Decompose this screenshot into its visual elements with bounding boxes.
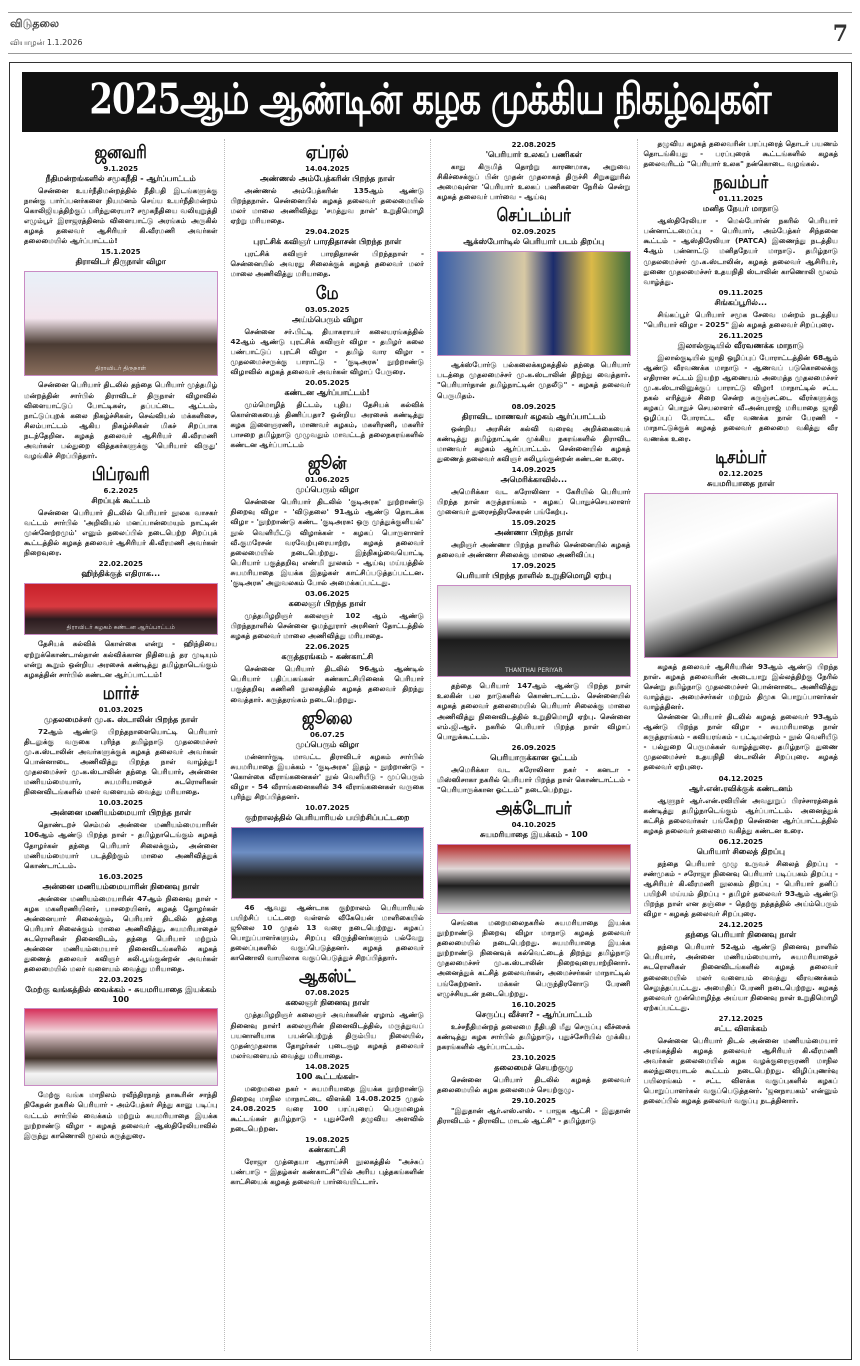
month-heading: மே (315, 281, 339, 304)
event-description: செங்கை மறைமலைநகரில் சுயமரியாதை இயக்க நூற்றாண்டு நிறைவு விழா மாநாடு கழகத் தலைவர் தலைமையில் நடைபெற்றது. சுயமரியாதை இயக்க நூற்றாண்டு நினைவுக் கல்வெட்டைத் திறந்து தமிழ்நாடு முதலமைச்சர் மு.க.ஸ்டாலின் நிறைவுரையாற்றினார். அனைத்துக் கட்சித் தலைவர்கள், அமைச்சர்கள் மாநாட்டில் பங்கேற்றனர். மக்கள் பெருந்திரளோடு பேரணி எழுச்சியுடன் நடைபெற்றது. (437, 918, 631, 998)
event-title: சட்ட விளக்கம் (714, 1023, 768, 1033)
event-description: மறைமலை நகர் - சுயமரியாதை இயக்க நூற்றாண்டு நிறைவு மாநில மாநாட்டை விளக்கி 14.08.2025 முதல் 24.08.2025 வரை 100 பரப்புரைப் பெருமழைக் கூட்டங்கள் தமிழ்நாடு - புதுச்சேரி தழுவிய அளவில் நடைபெற்றன. (230, 1083, 424, 1134)
event-photo (644, 493, 839, 658)
event-date: 16.03.2025 (98, 872, 143, 881)
column-1 (18, 139, 225, 1351)
month-heading: பிப்ரவரி (91, 463, 150, 485)
month-heading: டிசம்பர் (715, 445, 767, 468)
event-title: அண்ணா பிறந்த நாள் (494, 528, 574, 538)
event-title: அண்ணல் அம்பேத்கரின் பிறந்த நாள் (259, 174, 395, 183)
event-date: 6.2.2025 (103, 487, 139, 496)
event-date: 06.07.25 (309, 730, 345, 739)
event-title: புரட்சிக் கவிஞர் பாரதிதாசன் பிறந்த நாள் (253, 237, 402, 247)
event-title: அன்னை மணியம்மையார் பிறந்த நாள் (50, 808, 192, 818)
event-description: தந்தை பெரியார் 52ஆம் ஆண்டு நினைவு நாளில் பெரியார், அன்னை மணியம்மையார், சுயமரியாதைச் சுடரொளிகள் நினைவிடங்களில் கழகத் தலைவர் தலைமையில் மலர் வளையம் வைத்து வீரவணக்கம் செலுத்தப்பட்டது. அமைதிப் பேரணி நடைபெற்றது. கழகத் தலைவர் முன்மொழிந்த அய்யா நினைவு நாள் உறுதிமொழி ஏற்கப்பட்டது. (643, 942, 838, 1012)
event-date: 22.02.2025 (98, 560, 143, 569)
event-date: 29.10.2025 (511, 1097, 556, 1106)
masthead (8, 12, 852, 54)
event-date: 26.11.2025 (718, 331, 763, 340)
event-date: 15.1.2025 (101, 248, 141, 257)
event-photo (437, 585, 631, 677)
event-date: 29.04.2025 (305, 228, 350, 237)
event-title: கலைஞர் பிறந்த நாள் (288, 599, 366, 609)
event-description: மேற்கு வங்க மாநிலம் ரவீந்திரநாத் தாகூரின் சாந்தி நிகேதன் நகரில் பெரியார் - அம்பேத்கர் சிந்து கானு படிப்பு வட்டம் சார்பில் வைக்கம் மற்றும் சுயமரியாதை இயக்க நூற்றாண்டு விழா - கழகத் தலைவர் ஆஸ்திரேலியாவில் இருந்து காணொலி மூலம் கருத்துரை. (24, 1090, 218, 1140)
column-3 (431, 139, 638, 1351)
event-date: 14.04.2025 (305, 165, 350, 173)
event-description: அமெரிக்கா வட கரோலினா - கேரியில் பெரியார் பிறந்த நாள் கருத்தரங்கம் - கழகப் பொதுச்செயலாளர் முனைவர் துரைசந்திரசேகரன் பங்கேற்பு. (437, 486, 631, 517)
event-date: 07.08.2025 (305, 989, 350, 998)
event-title: அய்ம்பெரும் விழா (291, 314, 363, 324)
event-description: சென்னை பெரியார் திடலில் 96ஆம் ஆண்டில் பெரியார் பதிப்பகங்கள் கண்காட்சியினைக் பெரியார் பகுத்தறிவு கணினி நூலகத்தில் கழகத் தலைவர் திறந்து வைத்தார். கருத்தரங்கம் நடைபெற்றது. (230, 664, 424, 704)
photo-caption: திராவிடர் திருநாள் (95, 365, 147, 373)
event-date: 04.12.2025 (718, 774, 763, 783)
event-title: ஆர்.என்.ரவிக்குக் கண்டனம் (688, 783, 793, 793)
event-title: ஆக்ஸ்போர்டில் பெரியார் படம் திறப்பு (463, 237, 605, 247)
event-description: ஆஸ்திரேலியா - மெல்போர்ன் நகரில் பெரியார் பன்னாட்டமைப்பு - பெரியார், அம்பேத்கர் சிந்தனை கூட்டம் - ஆஸ்திரேலியா (PATCA) இணைந்து நடத்திய 4ஆம் பன்னாட்டு மனிதநேயர் மாநாடு. தமிழ்நாடு முதலமைச்சர் மு.க.ஸ்டாலின், கழகத் தலைவர் ஆசிரியர், துணை முதலமைச்சர் உதயநிதி ஸ்டாலின் காணொலி மூலம் வாழ்த்து. (643, 216, 838, 286)
event-description: தேசியக் கல்விக் கொள்கை என்று - ஹிந்தியை ஏற்றுக்கொண்டால்தான் கல்விக்கான நிதியைத் தர முடியும் என்று கூறும் ஒன்றிய அரசைக் கண்டித்து தமிழ்நாடெங்கும் கழகத்தின் சார்பில் கண்டன ஆர்ப்பாட்டம்! (24, 639, 218, 679)
event-date: 06.12.2025 (718, 837, 763, 846)
event-date: 03.06.2025 (305, 590, 350, 599)
month-heading: ஜனவரி (94, 141, 147, 163)
event-description: சென்னை உயர்நீதிமன்றத்தில் நீதிபதி இடங்களுக்கு நான்கு பார்ப்பனர்களை நியமனம் செய்ய உயர்நீதிமன்றம் கொலிஜியத்திற்குப் பரிந்துரையா? சமூகநீதியை வலியுறுத்தி எழும்பூர் இராஜரத்தினம் விளையாட்டு அரங்கம் அருகில் கழகத் தலைவர் ஆசிரியர் கி.வீரமணி அவர்கள் தலைமையில் ஆர்ப்பாட்டம்! (24, 186, 218, 246)
event-title: சிறப்புக் கூட்டம் (91, 496, 151, 506)
newspaper-name: விடுதலை (10, 17, 60, 30)
event-title: சுயமரியாதை இயக்கம் - 100 (479, 830, 588, 840)
event-description: தழுவிய கழகத் தலைவரின் பரப்புரைத் தொடர் பயணம் தொடங்கியது - பரப்புரைக் கூட்டங்களில் கழகத் தலைவரிடம் "பெரியார் உலக" நன்கொடை வழங்கல். (643, 139, 838, 169)
event-description: ஆளுநர் ஆர்.என்.ரவியின் அவதூறுப் பிரச்சாரத்தைக் கண்டித்து தமிழ்நாடெங்கும் ஆர்ப்பாட்டம். அனைத்துக் கட்சித் தலைவர்கள் பங்கேற்ற சென்னை ஆர்ப்பாட்டத்தில் கழகத் தலைவர் தலைமை வகித்து கண்டன உரை. (643, 795, 838, 835)
event-date: 02.09.2025 (511, 228, 556, 237)
event-title: பெரியாருக்கான ஓட்டம் (490, 752, 578, 762)
event-title: சிங்கப்பூரில்... (714, 297, 768, 307)
event-title: கண்காட்சி (308, 1145, 346, 1155)
event-title: தலைமைச் செயற்குழு (494, 1062, 574, 1072)
event-photo (24, 1008, 218, 1086)
event-date: 16.10.2025 (511, 1000, 556, 1009)
event-date: 22.06.2025 (305, 643, 350, 652)
month-heading: செப்டம்பர் (496, 204, 571, 226)
event-title: திராவிடர் திருநாள் விழா (75, 257, 166, 267)
event-title: கண்டன ஆர்ப்பாட்டம்! (284, 387, 370, 397)
photo-caption: THANTHAI PERIYAR (504, 667, 563, 675)
event-date: 19.08.2025 (305, 1136, 350, 1145)
event-photo (437, 844, 631, 914)
column-4 (638, 139, 845, 1351)
event-description: சிங்கப்பூர் பெரியார் சமூக சேவை மன்றம் நடத்திய "பெரியார் விழா - 2025" இல் கழகத் தலைவர் சிறப்புரை. (643, 309, 838, 329)
event-title: முப்பெரும் விழா (295, 739, 359, 749)
event-title: ஹிந்திக்குத் எதிராக... (81, 569, 161, 579)
event-description: முத்தமிழறிஞர் கலைஞர் 102 ஆம் ஆண்டு பிறந்தநாளில் சென்னை ஓமந்தூரார் அரசினர் தோட்டத்தில் கழகத் தலைவர் மாலை அணிவித்து மரியாதை. (230, 611, 424, 641)
event-description: தந்தை பெரியார் முழு உருவச் சிலைத் திறப்பு - சண்முகம் - சரோஜா நினைவு பெரியார் படிப்பகம் திறப்பு - ஆசிரியர் கி.வீரமணி நூலகம் திறப்பு - பெரியார் தனிப் பயிற்சி மய்யம் திறப்பு - தமிழர் தலைவர் 93ஆம் ஆண்டு பிறந்த நாள் என தஞ்சை - தெற்கு நத்தத்தில் அய்ம்பெரும் விழா - கழகத் தலைவர் சிறப்புரை. (643, 858, 838, 919)
event-description: அமெரிக்கா வட கரோலினா நகர் - கனடா - மிஸ்ஸிசாகா நகரில் பெரியார் பிறந்த நாள் கொண்டாட்டம் - "பெரியாருக்கான ஓட்டம்" நடைபெற்றது. (437, 764, 631, 794)
headline: 2025ஆம் ஆண்டின் கழக முக்கிய நிகழ்வுகள் (89, 74, 771, 125)
event-title: 'பெரியார் உலகப் பணிகள் (485, 150, 582, 159)
event-title: முப்பெரும் விழா (295, 485, 359, 495)
event-description: சென்னை பெரியார் திடலில் 'குடிஅரசு' நூற்றாண்டு நிறைவு விழா - 'விடுதலை' 91ஆம் ஆண்டு தொடக்க விழா - 'நூற்றாண்டு கண்ட 'குடிஅரசு: ஒரு முத்துக்குளியல்' நூல் வெளியீட்டு விழாக்கள் - கழகப் பொருளாளர் வீ.குமரேசன் வரவேற்புரையாற்ற, கழகத் தலைவர் தலைமையில் நடைபெற்றது. இந்நிகழ்வையொட்டி பெரியார் பகுத்தறிவு எண்மி நூலகம் - ஆய்வு மய்யத்தில் சுயமரியாதை இயக்க இதழ்கள் காட்சிப்படுத்தப்பட்டன. 'குடிஅரசு' அலுவலகம் போல் அமைக்கப்பட்டது. (230, 497, 424, 587)
event-title: மனித நேயர் மாநாடு (702, 204, 779, 214)
event-date: 27.12.2025 (718, 1014, 763, 1023)
event-date: 23.10.2025 (511, 1053, 556, 1062)
event-date: 17.09.2025 (511, 562, 556, 571)
event-title: மேற்கு வங்கத்தில் வைக்கம் - சுயமரியாதை இயக்கம் 100 (25, 985, 217, 1005)
event-description: கழகத் தலைவர் ஆசிரியரின் 93ஆம் ஆண்டு பிறந்த நாள். கழகத் தலைவரின் அடையாறு இல்லத்திற்கு நேரில் சென்று தமிழ்நாடு முதலமைச்சர் பொன்னாடை அணிவித்து வாழ்த்து. அமைச்சர்கள் மற்றும் திமுக பொறுப்பாளர்கள் வாழ்த்தினர். (643, 661, 838, 711)
event-description: அண்ணல் அம்பேத்கரின் 135ஆம் ஆண்டு பிறந்தநாள். சென்னையில் கழகத் தலைவர் தலைமையில் மலர் மாலை அணிவித்து 'சமத்துவ நாள்' உறுதிமொழி ஏற்று மரியாதை. (230, 186, 424, 226)
event-photo (24, 583, 218, 635)
event-date: 26.09.2025 (511, 743, 556, 752)
event-description: ஒன்றிய அரசின் கல்வி வரைவு அறிக்கையைக் கண்டித்து தமிழ்நாட்டின் முக்கிய நகரங்களில் திராவிட மாணவர் கழகம் ஆர்ப்பாட்டம். சென்னையில் கழகத் துணைத் தலைவர் கவிஞர் கலிபூங்குன்றன் கண்டன உரை. (437, 423, 631, 463)
event-date: 22.03.2025 (98, 976, 143, 985)
event-title: 100 கூட்டங்கள்- (295, 1071, 359, 1081)
event-title: அன்னை மணியம்மையாரின் நினைவு நாள் (42, 881, 200, 891)
event-date: 03.05.2025 (305, 305, 350, 314)
month-heading: மார்ச் (102, 681, 139, 704)
event-description: ஆக்ஸ்போர்டு பல்கலைக்கழகத்தில் தந்தை பெரியார் படத்தை முதலமைச்சர் மு.க.ஸ்டாலின் திறந்து வைத்தார். "பெரியார்தான் தமிழ்நாட்டின் முதலீடு" - கழகத் தலைவர் பெருமிதம். (437, 360, 631, 400)
column-2 (225, 139, 432, 1351)
event-description: ரோஜா முத்தையா ஆராய்ச்சி நூலகத்தில் "அச்சுப் பண்பாடு - இதழ்கள் கண்காட்சி"யில் அரிய புத்தகங்களின் காட்சியைக் கழகத் தலைவர் பார்வையிட்டார். (230, 1157, 424, 1187)
event-title: பெரியார் பிறந்த நாளில் உறுதிமொழி ஏற்பு (456, 571, 612, 581)
event-description: தந்தை பெரியார் 147ஆம் ஆண்டு பிறந்த நாள் உலகின் பல நாடுகளில் கொண்டாட்டம். சென்னையில் கழகத் தலைவர் தலைமையில் பெரியார் சிலைக்கு மாலை அணிவித்து நினைவிடத்தில் உறுதிமொழி ஏற்பு. சென்னை எம்.ஜி.ஆர். நகரில் பெரியார் பிறந்த நாள் விழாப் பொதுக்கூட்டம். (437, 681, 631, 741)
month-heading: ஆகஸ்ட் (298, 965, 356, 988)
event-description: சென்னை பெரியார் திடலில் கழகத் தலைவர் தலைமையில் கழக தலைமைச் செயற்குழு. (437, 1074, 631, 1094)
event-title: நீதிமன்றங்களில் சமூகநீதி - ஆர்ப்பாட்டம் (45, 174, 196, 183)
month-heading: ஏப்ரல் (305, 141, 349, 163)
event-description: உச்சநீதிமன்றத் தலைமை நீதிபதி மீது செருப்பு வீச்சைக் கண்டித்து கழக சார்பில் தமிழ்நாடு, புதுச்சேரியில் முக்கிய நகரங்களில் ஆர்ப்பாட்டம். (437, 1021, 631, 1051)
event-title: கலைஞர் நினைவு நாள் (285, 998, 370, 1008)
photo-caption: திராவிடர் கழகம் கண்டன ஆர்ப்பாட்டம் (66, 624, 175, 632)
page-number: 7 (832, 21, 848, 47)
event-description: மன்னார்குடி மாவட்ட திராவிடர் கழகம் சார்பில் சுயமரியாதை இயக்கம் - 'குடிஅரசு' இதழ் - நூற்றாண்டு - 'கொள்கை வீராங்கனைகள்' நூல் வெளியீடு - முப்பெரும் விழா - 54 வீராங்கனைகளில் 34 வீராங்கனைகள் வருகை புரிந்து சிறப்பித்தனர். (230, 751, 424, 801)
event-date: 15.09.2025 (511, 519, 556, 528)
event-title: திராவிட மாணவர் கழகம் ஆர்ப்பாட்டம் (461, 411, 606, 421)
columns (18, 139, 844, 1351)
event-description: இலால்குடியில் ஜாதி ஒழிப்புப் போராட்டத்தின் 68ஆம் ஆண்டு வீரவணக்க மாநாடு - ஆணவப் படுகொலைக்கு எதிரான சட்டம் இயற்ற ஆணையம் அமைத்த முதலமைச்சர் மு.க.ஸ்டாலினுக்குப் பாராட்டு விழா! மாநாட்டில் சட்ட நகல் எரித்துச் சிறை சென்ற கருஞ்சட்டை வீரர்களுக்கு கழகப் பொதுச் செயலாளர் வீ.அன்புராஜ் மரியாதை ஜாதி ஒழிப்புப் போராட்ட வீர வணக்க நாள் பேரணி - மாநாட்டுக்குக் கழகத் தலைவர் தலைமை வகித்து வீர வணக்க உரை. (643, 352, 838, 443)
month-heading: அக்டோபர் (495, 797, 572, 819)
event-title: பெரியார் சிலைத் திறப்பு (696, 846, 785, 856)
event-photo (437, 251, 631, 356)
event-title: இலால்குடியில் வீரவணக்க மாநாடு (677, 340, 804, 350)
event-description: "இதுதான் ஆர்.எஸ்.எஸ். - பாஜக ஆட்சி - இதுதான் திராவிடம் - திராவிட மாடல் ஆட்சி" - தமிழ்நாடு (437, 1106, 631, 1126)
event-description: மும்மொழித் திட்டம், புதிய தேசியக் கல்விக் கொள்கையைத் திணிப்பதா? ஒன்றிய அரசைக் கண்டித்து கழக இளைஞரணி, மாணவர் கழகம், மகளிரணி, மகளிர் பாசறை தமிழ்நாடு முழுவதும் மாவட்டத் தலைநகரங்களில் கண்டன ஆர்ப்பாட்டம் (230, 399, 424, 450)
month-heading: ஜூன் (308, 452, 347, 474)
event-date: 20.05.2025 (305, 378, 350, 387)
month-heading: நவம்பர் (713, 171, 769, 193)
event-date: 02.12.2025 (718, 469, 763, 478)
event-description: சென்னை பெரியார் திடலில் கழகத் தலைவர் 93ஆம் ஆண்டு பிறந்த நாள் விழா - சுயமரியாதை நாள் கருத்தரங்கம் - கவியரங்கம் - பட்டிமன்றம் - நூல் வெளியீடு - பல்துறை பெருமக்கள் வாழ்த்துரை. தமிழ்நாடு துணை முதலமைச்சர் உதயநிதி ஸ்டாலின் சிறப்புரை. கழகத் தலைவர் ஏற்புரை. (643, 712, 838, 772)
event-title: குற்றாலத்தில் பெரியாரியல் பயிற்சிப்பட்டறை (244, 812, 410, 822)
event-description: அறிஞர் அண்ணா பிறந்த நாளில் சென்னையில் கழகத் தலைவர் அண்ணா சிலைக்கு மாலை அணிவிப்பு (437, 540, 631, 560)
article-frame (9, 62, 852, 1360)
event-description: 72ஆம் ஆண்டு பிறந்தநாளையொட்டி பெரியார் திடலுக்கு வருகை புரிந்த தமிழ்நாடு முதலமைச்சர் மு.க.ஸ்டாலின் அவர்களுக்குக் கழகத் தலைவர் அவர்கள் பொன்னாடை அணிவித்து பிறந்த நாள் வாழ்த்து! முதலமைச்சர் மு.க.ஸ்டாலின் தந்தை பெரியார், அன்னை மணியம்மையார், சுயமரியாதைச் சுடரொளிகள் நினைவிடங்களில் மலர் வளையம் வைத்து மரியாதை. (24, 726, 218, 797)
event-description: சென்னை பெரியார் திடல் அன்னை மணியம்மையார் அரங்கத்தில் கழகத் தலைவர் ஆசிரியர் கி.வீரமணி அவர்கள் தலைமையில் கழக வழக்குரைஞரணி மாநில கலந்துரையாடல் கூட்டம் நடைபெற்றது. விழிப்புணர்வு பயிலரங்கம் - சட்ட விளக்க வகுப்புகளில் கழகப் பொறுப்பாளர்கள் வகுப்பெடுத்தனர். 'ஜனநாயகம்' என்னும் தலைப்பில் கழகத் தலைவர் வகுப்பு நடத்தினார். (643, 1035, 838, 1106)
event-photo (24, 271, 218, 376)
event-date: 10.03.2025 (98, 799, 143, 808)
event-description: சென்னை பெரியார் திடலில் தந்தை பெரியார் முத்தமிழ் மன்றத்தின் சார்பில் திராவிடர் திருநாள் விழாவில் விளையாட்டுப் போட்டிகள், தப்பட்டை ஆட்டம், நாட்டுப்புறக் கலை நிகழ்ச்சிகள், செவ்வியல் மக்களிசை, சிலம்பாட்டம் ஆகிய நிகழ்ச்சிகள் மிகச் சிறப்பாக நடந்தேறின. கழகத் தலைவர் ஆசிரியர் கி.வீரமணி அவர்கள் பல்துறை வித்தகர்களுக்கு 'பெரியார் விருது' வழங்கிச் சிறப்பித்தார். (24, 380, 218, 461)
headline-banner (22, 72, 838, 132)
event-title: சுயமரியாதை நாள் (707, 478, 775, 488)
event-title: கருத்தரங்கம் - கண்காட்சி (281, 652, 374, 662)
event-description: காது கிருமித் தொற்று காரணமாக, அறுவை சிகிச்சைக்குப் பின் முதன் முதலாகத் திருச்சி சிறுகனூரில் அமைவுள்ள 'பெரியார் உலகப் பணிகளை நேரில் சென்று கழகத் தலைவர் பார்வை - ஆய்வு (437, 162, 631, 202)
month-heading: ஜூலை (301, 706, 353, 729)
event-description: சென்னை பெரியார் திடலில் பெரியார் நூலக வாசகர் வட்டம் சார்பில் 'அறிவியல் மனப்பான்மையும் நாட்டின் முன்னேற்றமும்' எனும் தலைப்பில் நடைபெற்ற சிறப்புக் கூட்டத்தில் கழகத் தலைவர் ஆசிரியர் கி.வீரமணி அவர்கள் நிறைவுரை. (24, 508, 218, 558)
event-title: அமெரிக்காவில்... (500, 474, 568, 484)
event-description: அன்னை மணியம்மையாரின் 47ஆம் நினைவு நாள் - கழக மகளிரணியினர், பாசறையினர், கழகத் தோழர்கள் அன்னையார் சிலைக்கும், பெரியார் திடலில் தந்தை பெரியார் சிலைக்கும் மாலை அணிவித்து, சுயமரியாதைச் சுடரொளிகள் நினைவிடம், தந்தை பெரியார் மற்றும் அன்னை மணியம்மையார் நினைவிடங்களில் கழகத் துணைத் தலைவர் கவிஞர் கலி.பூங்குன்றன் அவர்கள் தலைமையில் மலர் வளையம் வைத்து மரியாதை. (24, 893, 218, 974)
event-title: செருப்பு வீச்சா? - ஆர்ப்பாட்டம் (475, 1009, 593, 1019)
issue-date: வியாழன் 1.1.2026 (10, 38, 83, 47)
event-date: 04.10.2025 (511, 821, 556, 830)
event-date: 08.09.2025 (511, 402, 556, 411)
event-title: முதலமைச்சர் மு.க. ஸ்டாலின் பிறந்த நாள் (43, 714, 198, 724)
event-description: சென்னை சர்.பிட்டி தியாகராயர் கலையரங்கத்தில் 42ஆம் ஆண்டு புரட்சிக் கவிஞர் விழா - தமிழர் கலை பண்பாட்டுப் புரட்சி விழா - தமிழ் வார விழா - முதலமைச்சருக்கு பாராட்டு - 'குடிஅரசு' நூற்றாண்டு விழாவில் கழகத் தலைவர் அவர்கள் விழாப் பேருரை. (230, 326, 424, 376)
event-date: 9.1.2025 (103, 165, 139, 173)
event-description: முத்தமிழறிஞர் கலைஞர் அவர்களின் ஏழாம் ஆண்டு நினைவு நாள்! கலைஞரின் நினைவிடத்தில், மருத்துவப் பயனாளியாக பயன்பெற்றுத் திரும்பிய நிலையில், முதன்முதலாக தோழர்கள் புடைசூழ கழகத் தலைவர் மலர்வளையம் வைத்து மரியாதை. (230, 1010, 424, 1060)
event-date: 09.11.2025 (718, 288, 763, 297)
event-description: புரட்சிக் கவிஞர் பாரதிதாசன் பிறந்தநாள் - சென்னையில் அவரது சிலைக்குக் கழகத் தலைவர் மலர் மாலை அணிவித்து மரியாதை. (230, 249, 424, 279)
event-date: 01.06.2025 (305, 476, 350, 485)
event-photo (231, 827, 425, 899)
event-date: 22.08.2025 (511, 141, 556, 149)
event-date: 24.12.2025 (718, 921, 763, 930)
event-date: 14.09.2025 (511, 465, 556, 474)
event-date: 14.08.2025 (305, 1062, 350, 1071)
event-title: தந்தை பெரியார் நினைவு நாள் (685, 930, 797, 940)
event-date: 01.03.2025 (98, 705, 143, 714)
event-date: 10.07.2025 (305, 803, 350, 812)
event-description: 46 ஆவது ஆண்டாக குற்றாலம் பெரியாரியல் பயிற்சிப் பட்டறை வள்ளல் வீகேயென் மாளிகையில் ஜூலை 10 முதல் 13 வரை நடைபெற்றது. கழகப் பொறுப்பாளர்களும், சிறப்பு விருந்தினர்களும் பல்வேறு தலைப்புகளில் வகுப்பெடுத்தனர். கழகத் தலைவர் காணொலி வாயிலாக வகுப்பெடுத்துச் சிறப்பித்தார். (230, 902, 424, 963)
event-description: தொண்டறச் செம்மல் அன்னை மணியம்மையாரின் 106ஆம் ஆண்டு பிறந்த நாள் - தமிழ்நாடெங்கும் கழகத் தோழர்கள் தந்தை பெரியார் சிலைக்கும், அன்னை மணியம்மையார் படத்திற்கும் மாலை அணிவித்துக் கொண்டாட்டம். (24, 820, 218, 870)
event-date: 01.11.2025 (718, 195, 763, 204)
